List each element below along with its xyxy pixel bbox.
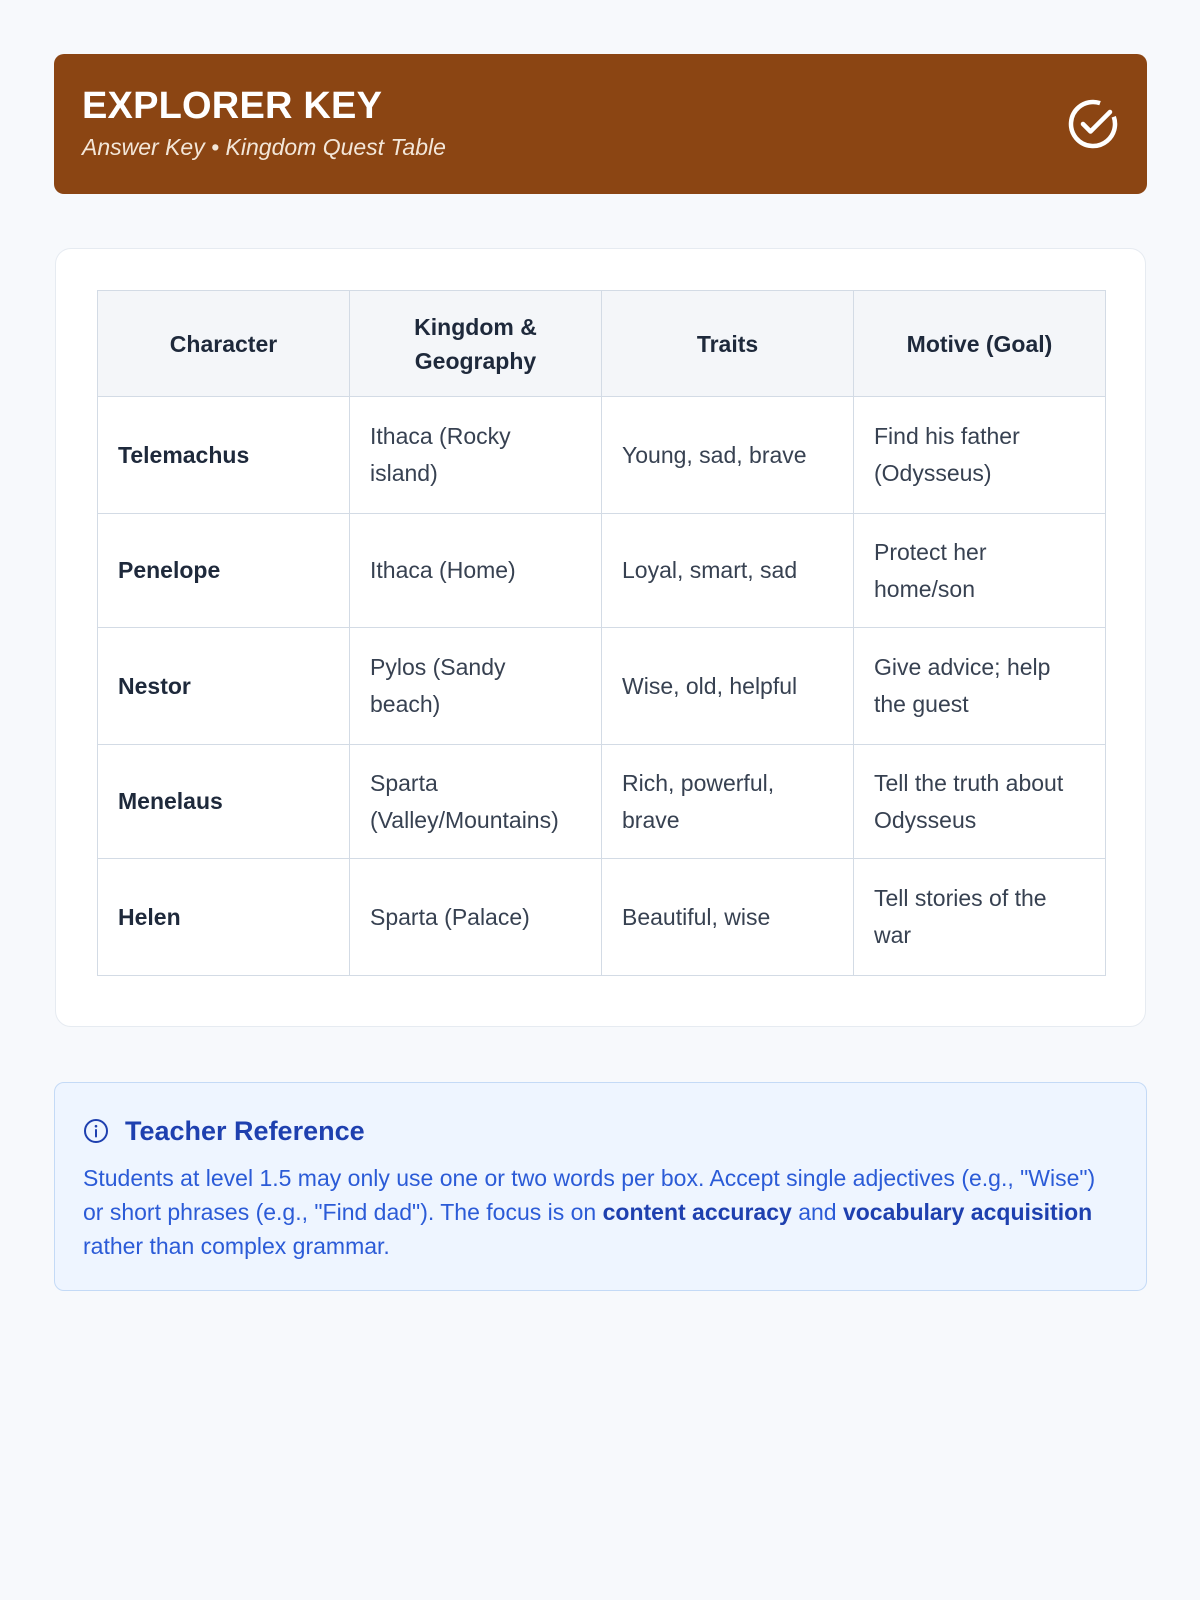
character-cell: Nestor	[98, 628, 350, 745]
note-heading-text: Teacher Reference	[125, 1115, 365, 1146]
header-banner	[54, 54, 1147, 194]
character-cell: Telemachus	[98, 397, 350, 514]
motive-cell: Tell the truth about Odysseus	[854, 745, 1106, 859]
column-header-kingdom: Kingdom & Geography	[350, 291, 602, 397]
column-header-motive: Motive (Goal)	[854, 291, 1106, 397]
column-header-character: Character	[98, 291, 350, 397]
table-card	[55, 248, 1146, 1027]
motive-cell: Tell stories of the war	[854, 859, 1106, 976]
character-cell: Menelaus	[98, 745, 350, 859]
motive-cell: Give advice; help the guest	[854, 628, 1106, 745]
kingdom-cell: Ithaca (Rocky island)	[350, 397, 602, 514]
traits-cell: Beautiful, wise	[602, 859, 854, 976]
kingdom-cell: Sparta (Palace)	[350, 859, 602, 976]
kingdom-cell: Pylos (Sandy beach)	[350, 628, 602, 745]
motive-cell: Protect her home/son	[854, 514, 1106, 628]
check-circle-icon	[1067, 98, 1119, 150]
kingdom-cell: Sparta (Valley/Mountains)	[350, 745, 602, 859]
note-emphasis: vocabulary acquisition	[842, 1199, 1093, 1225]
character-cell: Helen	[98, 859, 350, 976]
page-subtitle: Answer Key • Kingdom Quest Table	[82, 134, 446, 160]
table-header-row	[98, 291, 1106, 397]
column-header-traits: Traits	[602, 291, 854, 397]
kingdom-quest-table	[97, 290, 1106, 976]
note-text-part: Students at level 1.5 may only use one or two words per box. Accept single adjectives (e.g., "Wise") or short phrases (e.g., "Find dad"). The focus is on	[83, 1165, 1096, 1225]
table-row	[98, 397, 1106, 514]
traits-cell: Young, sad, brave	[602, 397, 854, 514]
traits-cell: Rich, powerful, brave	[602, 745, 854, 859]
note-body	[83, 1161, 1118, 1263]
table-row	[98, 859, 1106, 976]
table-row	[98, 514, 1106, 628]
table-row	[98, 628, 1106, 745]
motive-cell: Find his father (Odysseus)	[854, 397, 1106, 514]
traits-cell: Wise, old, helpful	[602, 628, 854, 745]
info-icon	[83, 1118, 109, 1144]
table-row	[98, 745, 1106, 859]
note-text-part: and	[791, 1199, 843, 1225]
note-heading	[83, 1113, 1118, 1149]
teacher-reference-note	[54, 1082, 1147, 1291]
note-emphasis: content accuracy	[602, 1199, 792, 1225]
note-text-part: rather than complex grammar.	[83, 1233, 390, 1259]
page-title: EXPLORER KEY	[82, 85, 383, 127]
kingdom-cell: Ithaca (Home)	[350, 514, 602, 628]
character-cell: Penelope	[98, 514, 350, 628]
traits-cell: Loyal, smart, sad	[602, 514, 854, 628]
